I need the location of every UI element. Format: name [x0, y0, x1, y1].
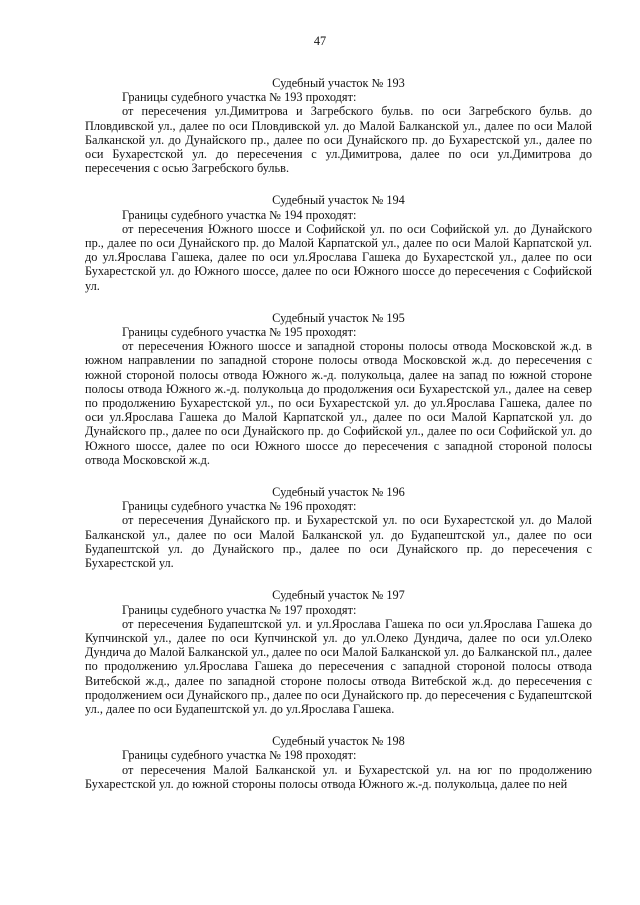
section-bounds-intro: Границы судебного участка № 194 проходят:: [122, 207, 357, 222]
section-bounds-intro: Границы судебного участка № 195 проходят:: [122, 325, 357, 340]
court-section-194: [85, 193, 592, 292]
section-description: от пересечения Южного шоссе и Софийской ул. по оси Софийской ул. до Дунайского пр., далее по оси Дунайского пр. до Малой Карпатской ул., далее по оси Малой Карпатской ул. до ул.Ярослава Гашека, далее по оси ул.Ярослава Гашека до Бухарестской ул., далее по оси Бухарестской ул. до Южного шоссе, далее по оси Южного шоссе до пересечения с Софийской ул.: [85, 221, 592, 293]
section-description: от пересечения Дунайского пр. и Бухарестской ул. по оси Бухарестской ул. до Малой Балканской ул., далее по оси Малой Балканской ул. до Будапештской ул., далее по оси Будапештской ул. до Дунайского пр., далее по оси Дунайского пр. до пересечения с Бухарестской ул.: [85, 513, 592, 571]
page-content: [85, 76, 592, 809]
court-section-197: [85, 588, 592, 716]
section-description: от пересечения Южного шоссе и западной стороны полосы отвода Московской ж.д. в южном направлении по западной стороне полосы отвода Московской ж.д. до пересечения с южной стороной полосы отвода Южного ж.-д. полукольца, далее на запад по южной стороне полосы отвода Южного ж.-д. полукольца до продолжения оси Бухарестской ул., далее на север по продолжению Бухарестской ул., по оси Бухарестской ул. до ул.Ярослава Гашека, далее по оси ул.Ярослава Гашека до Малой Карпатской ул., далее по оси Малой Карпатской ул. до Дунайского пр., далее по оси Дунайского пр. до Софийской ул., далее по оси Софийской ул. до Южного шоссе, далее по оси Южного шоссе до пересечения с западной стороной полосы отвода Московской ж.д.: [85, 339, 592, 467]
court-section-198: [85, 734, 592, 791]
section-description: от пересечения Будапештской ул. и ул.Ярослава Гашека по оси ул.Ярослава Гашека до Купчинской ул., далее по оси Купчинской ул. до ул.Олеко Дундича, далее по оси ул.Олеко Дундича до Малой Балканской ул., далее по оси Малой Балканской ул. до Балканской пл., далее по продолжению ул.Ярослава Гашека до пересечения с западной стороной полосы отвода Витебской ж.д., далее по западной стороне полосы отвода Витебской ж.д. до пересечения с продолжением оси Дунайского пр., далее по оси Дунайского пр. до пересечения с Будапештской ул., далее по оси Будапештской ул. до ул.Ярослава Гашека.: [85, 616, 592, 716]
section-bounds-intro: Границы судебного участка № 197 проходят:: [122, 602, 357, 617]
section-bounds-intro: Границы судебного участка № 198 проходят:: [122, 748, 357, 763]
section-title: Судебный участок № 194: [272, 193, 405, 208]
section-bounds-intro: Границы судебного участка № 193 проходят:: [122, 90, 357, 105]
section-title: Судебный участок № 196: [272, 485, 405, 500]
section-title: Судебный участок № 197: [272, 588, 405, 603]
court-section-193: [85, 76, 592, 175]
court-section-195: [85, 311, 592, 467]
section-title: Судебный участок № 198: [272, 734, 405, 749]
section-description: от пересечения ул.Димитрова и Загребского бульв. по оси Загребского бульв. до Пловдивской ул., далее по оси Пловдивской ул. до Малой Балканской ул., далее по оси Малой Балканской ул. до Дунайского пр., далее по оси Дунайского пр. до Бухарестской ул., далее по оси Бухарестской ул. до пересечения с ул.Димитрова, далее по оси ул.Димитрова до пересечения с осью Загребского бульв.: [85, 104, 592, 176]
page-number: 47: [313, 34, 327, 48]
section-description: от пересечения Малой Балканской ул. и Бухарестской ул. на юг по продолжению Бухарестской ул. до южной стороны полосы отвода Южного ж.-д. полукольца, далее по ней: [85, 762, 592, 791]
court-section-196: [85, 485, 592, 570]
section-title: Судебный участок № 195: [272, 310, 405, 325]
section-bounds-intro: Границы судебного участка № 196 проходят:: [122, 499, 357, 514]
section-title: Судебный участок № 193: [272, 76, 405, 90]
